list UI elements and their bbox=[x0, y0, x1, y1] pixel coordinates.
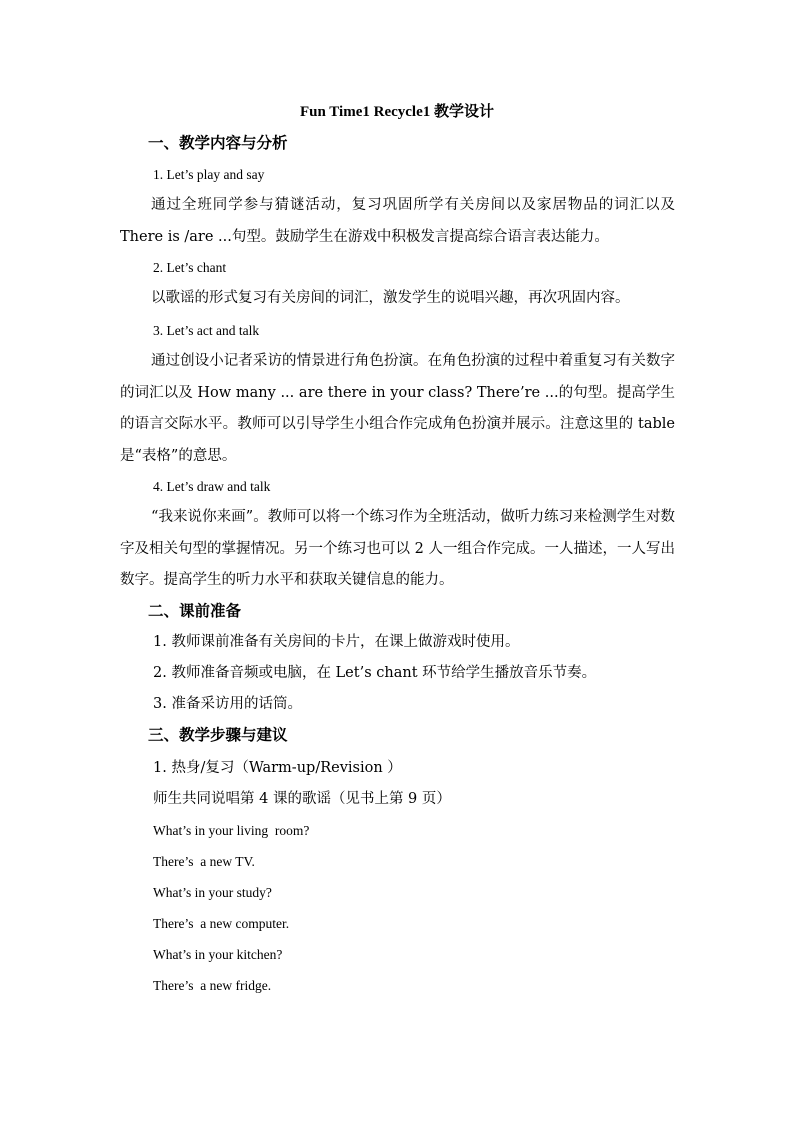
subsection-label-draw-and-talk: 4. Let’s draw and talk bbox=[153, 479, 271, 494]
list-item: 3. 准备采访用的话筒。 bbox=[153, 696, 302, 712]
paragraph-act-and-talk: 通过创设小记者采访的情景进行角色扮演。在角色扮演的过程中着重复习有关数字的词汇以及 How many ... are there in your class? There’re ...的句型。提高学生的语言交际水平。教师可以引导学生小组合作完成角色扮演并展示。注意这里的 table 是“表格”的意思。 bbox=[120, 353, 675, 464]
chant-line: There’s a new TV. bbox=[153, 854, 255, 869]
paragraph-draw-and-talk: “我来说你来画”。教师可以将一个练习作为全班活动，做听力练习来检测学生对数字及相关句型的掌握情况。另一个练习也可以 2 人一组合作完成。一人描述，一人写出数字。提高学生的听力水平和获取关键信息的能力。 bbox=[120, 509, 675, 588]
step-label-warm-up: 1. 热身/复习（Warm-up/Revision ） bbox=[153, 760, 402, 776]
paragraph-chant: 以歌谣的形式复习有关房间的词汇，激发学生的说唱兴趣，再次巩固内容。 bbox=[151, 290, 630, 306]
subsection-label-act-and-talk: 3. Let’s act and talk bbox=[153, 323, 260, 338]
list-item: 1. 教师课前准备有关房间的卡片，在课上做游戏时使用。 bbox=[153, 634, 520, 650]
chant-line: There’s a new fridge. bbox=[153, 978, 272, 993]
chant-line: What’s in your study? bbox=[153, 885, 272, 900]
chant-line: There’s a new computer. bbox=[153, 916, 290, 931]
document-title: Fun Time1 Recycle1 教学设计 bbox=[299, 104, 494, 120]
list-item: 2. 教师准备音频或电脑，在 Let’s chant 环节给学生播放音乐节奏。 bbox=[153, 665, 597, 681]
step-intro: 师生共同说唱第 4 课的歌谣（见书上第 9 页） bbox=[153, 791, 451, 807]
chant-line: What’s in your living room? bbox=[153, 823, 310, 838]
section-heading-teaching-steps: 三、教学步骤与建议 bbox=[148, 725, 288, 744]
section-heading-preparation: 二、课前准备 bbox=[148, 601, 242, 620]
paragraph-play-and-say: 通过全班同学参与猜谜活动，复习巩固所学有关房间以及家居物品的词汇以及 There is /are ...句型。鼓励学生在游戏中积极发言提高综合语言表达能力。 bbox=[120, 197, 675, 245]
section-heading-content-analysis: 一、教学内容与分析 bbox=[148, 133, 288, 152]
subsection-label-chant: 2. Let’s chant bbox=[153, 260, 227, 275]
chant-line: What’s in your kitchen? bbox=[153, 947, 283, 962]
subsection-label-play-and-say: 1. Let’s play and say bbox=[153, 167, 265, 182]
